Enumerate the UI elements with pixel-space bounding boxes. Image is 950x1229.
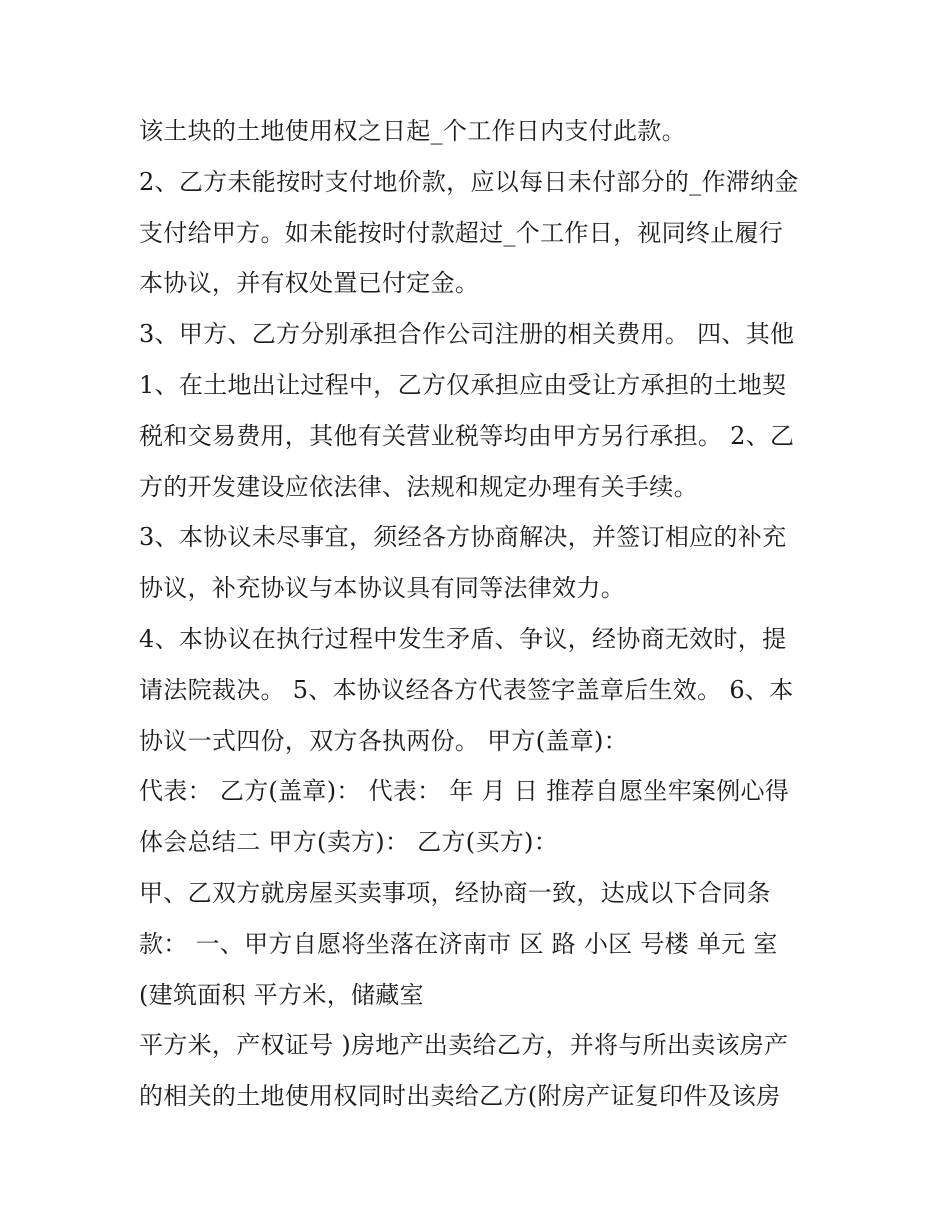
text-line: 协议，补充协议与本协议具有同等法律效力。	[139, 574, 625, 603]
text-line: 方的开发建设应依法律、法规和规定办理有关手续。	[139, 472, 698, 501]
text-line: 4、本协议在执行过程中发生矛盾、争议，经协商无效时，提	[139, 624, 787, 653]
text-line: 本协议，并有权处置已付定金。	[139, 269, 480, 298]
text-line: 支付给甲方。如未能按时付款超过_个工作日，视同终止履行	[139, 218, 784, 247]
text-line: 该土块的土地使用权之日起_个工作日内支付此款。	[139, 117, 686, 145]
text-line: 的相关的土地使用权同时出卖给乙方(附房产证复印件及该房	[139, 1082, 781, 1111]
text-line: 请法院裁决。 5、本协议经各方代表签字盖章后生效。 6、本	[139, 675, 794, 704]
text-line: 款： 一、甲方自愿将坐落在济南市 区 路 小区 号楼 单元 室	[139, 929, 778, 958]
text-line: 1、在土地出让过程中，乙方仅承担应由受让方承担的土地契	[139, 370, 787, 399]
text-line: (建筑面积 平方米，储藏室	[139, 980, 424, 1009]
text-line: 平方米，产权证号 )房地产出卖给乙方，并将与所出卖该房产	[139, 1031, 789, 1060]
text-line: 3、本协议未尽事宜，须经各方协商解决，并签订相应的补充	[139, 523, 787, 552]
text-line: 协议一式四份，双方各执两份。 甲方(盖章)：	[139, 726, 628, 755]
text-line: 代表： 乙方(盖章)： 代表： 年 月 日 推荐自愿坐牢案例心得	[139, 777, 790, 806]
document-body	[139, 106, 819, 1122]
text-line: 2、乙方未能按时支付地价款，应以每日未付部分的_作滞纳金	[139, 167, 799, 196]
text-line: 体会总结二 甲方(卖方)： 乙方(买方)：	[139, 828, 559, 857]
text-line: 甲、乙双方就房屋买卖事项，经协商一致，达成以下合同条	[139, 878, 771, 907]
text-line: 3、甲方、乙方分别承担合作公司注册的相关费用。 四、其他	[139, 320, 795, 349]
text-line: 税和交易费用，其他有关营业税等均由甲方另行承担。 2、乙	[139, 421, 795, 450]
